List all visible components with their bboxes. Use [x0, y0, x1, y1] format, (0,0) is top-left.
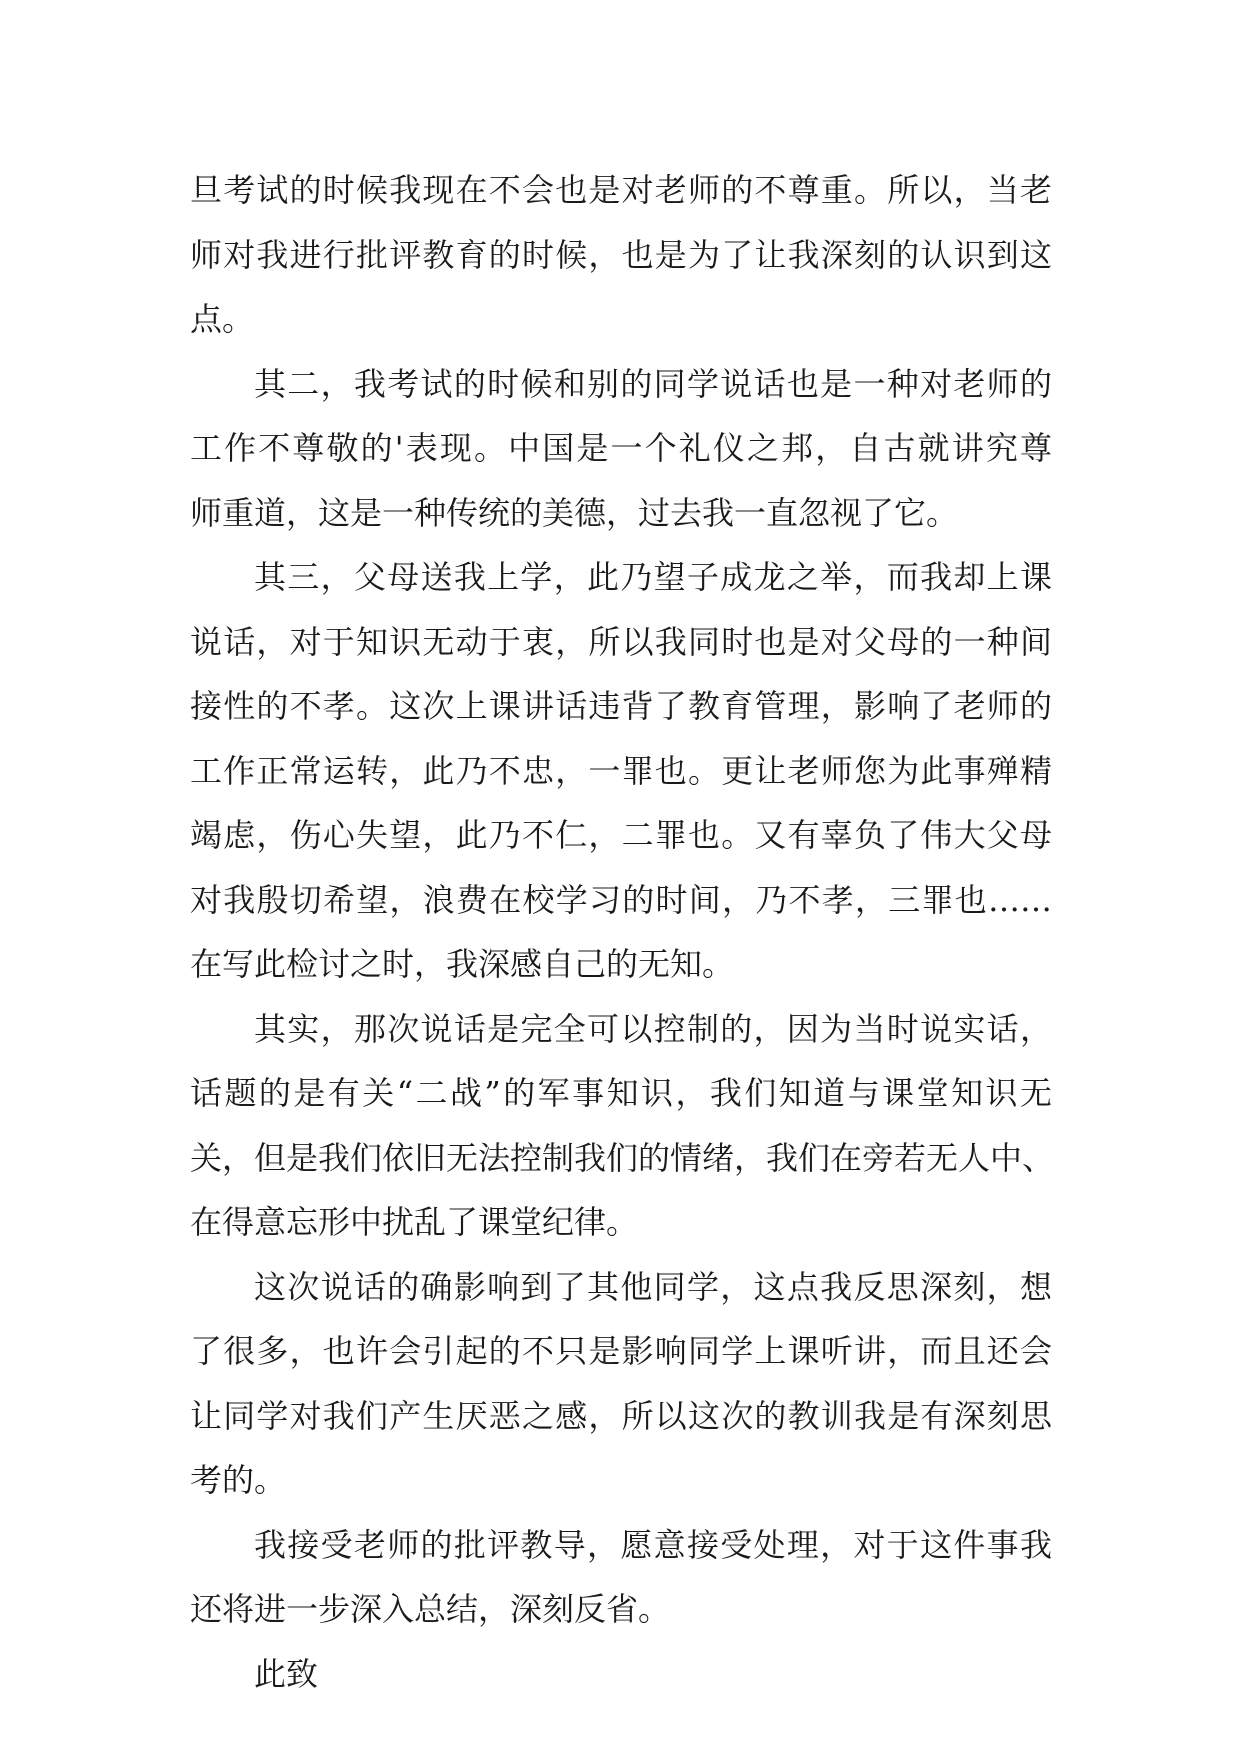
text-line: 在得意忘形中扰乱了课堂纪律。	[190, 1203, 639, 1241]
text-line: 旦考试的时候我现在不会也是对老师的不尊重。所以，当老	[190, 171, 1052, 209]
paragraph-start-line: 其二，我考试的时候和别的同学说话也是一种对老师的	[254, 364, 1052, 403]
text-line: 说话，对于知识无动于衷，所以我同时也是对父母的一种间	[190, 622, 1052, 661]
text-line: 还将进一步深入总结，深刻反省。	[190, 1590, 671, 1628]
text-line: 工作正常运转，此乃不忠，一罪也。更让老师您为此事殚精	[190, 751, 1052, 790]
text-line: 师重道，这是一种传统的美德，过去我一直忽视了它。	[190, 493, 959, 532]
text-line: 让同学对我们产生厌恶之感，所以这次的教训我是有深刻思	[190, 1396, 1052, 1435]
text-line: 师对我进行批评教育的时候，也是为了让我深刻的认识到这	[190, 235, 1052, 274]
closing-salutation: 此致	[254, 1654, 319, 1693]
text-line: 接性的不孝。这次上课讲话违背了教育管理，影响了老师的	[190, 687, 1052, 725]
text-line: 话题的是有关“二战”的军事知识，我们知道与课堂知识无	[190, 1074, 1052, 1112]
text-line: 关，但是我们依旧无法控制我们的情绪，我们在旁若无人中、	[190, 1138, 1055, 1177]
paragraph-start-line: 其实，那次说话是完全可以控制的，因为当时说实话，	[254, 1009, 1052, 1048]
paragraph-start-line: 其三，父母送我上学，此乃望子成龙之举，而我却上课	[254, 558, 1052, 596]
text-line: 竭虑，伤心失望，此乃不仁，二罪也。又有辜负了伟大父母	[190, 816, 1052, 854]
text-line: 在写此检讨之时，我深感自己的无知。	[190, 945, 735, 983]
text-line: 工作不尊敬的'表现。中国是一个礼仪之邦，自古就讲究尊	[190, 429, 1052, 467]
letter-body	[190, 158, 1055, 1706]
text-line: 考的。	[190, 1461, 287, 1499]
paragraph-start-line: 这次说话的确影响到了其他同学，这点我反思深刻，想	[254, 1267, 1052, 1306]
text-line: 点。	[190, 300, 255, 338]
text-line: 了很多，也许会引起的不只是影响同学上课听讲，而且还会	[190, 1332, 1052, 1370]
text-line: 对我殷切希望，浪费在校学习的时间，乃不孝，三罪也……	[190, 880, 1052, 919]
paragraph-start-line: 我接受老师的批评教导，愿意接受处理，对于这件事我	[254, 1525, 1052, 1564]
